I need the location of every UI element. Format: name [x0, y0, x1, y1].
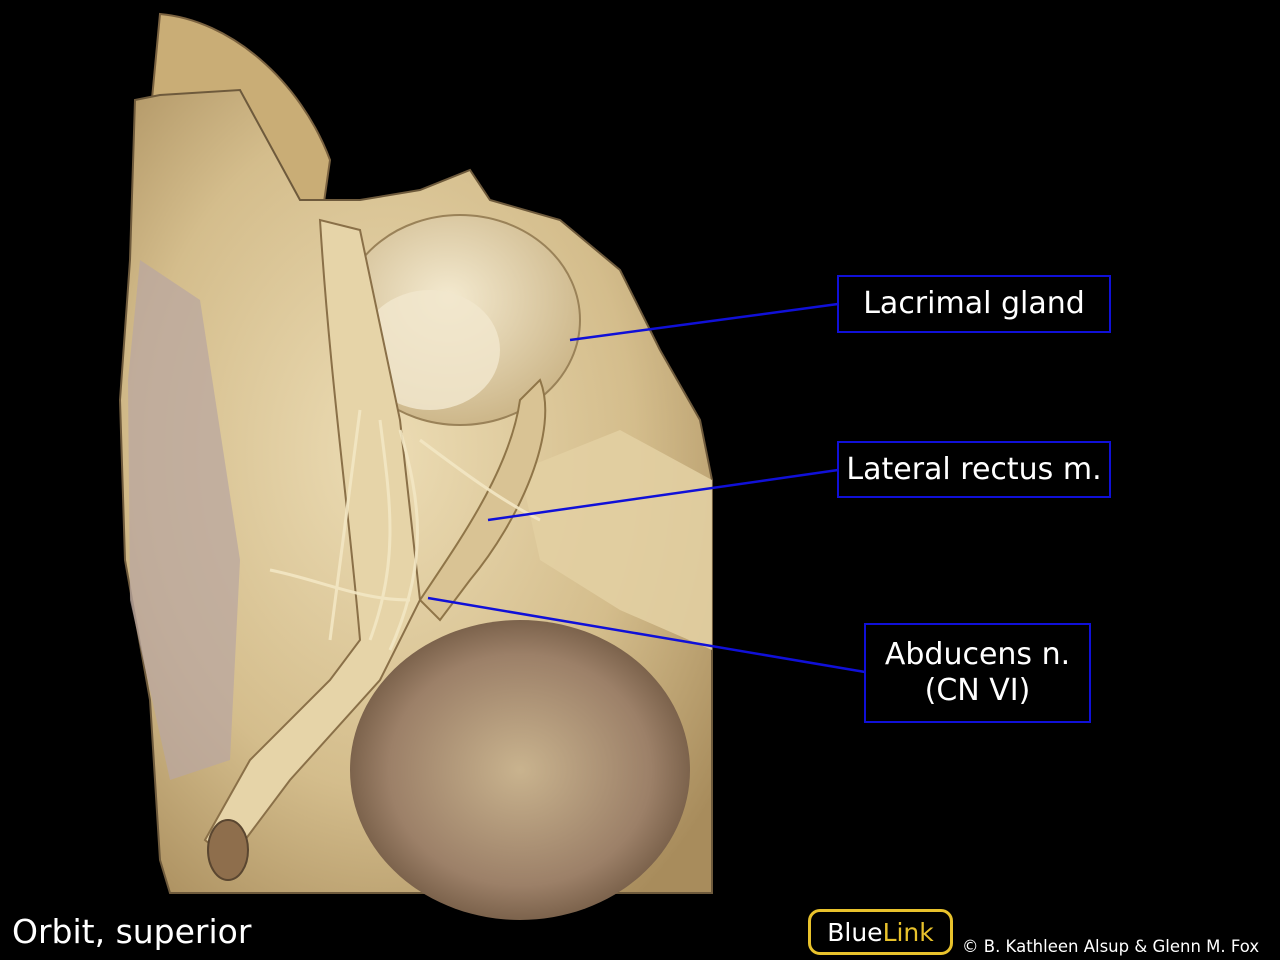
bluelink-logo-part2: Link: [882, 917, 934, 947]
label-lacrimal-gland: [837, 275, 1111, 333]
nerve-stump: [208, 820, 248, 880]
label-abducens-nerve: [864, 623, 1091, 723]
copyright-notice: © B. Kathleen Alsup & Glenn M. Fox: [962, 937, 1260, 956]
label-abducens-line2: (CN VI): [924, 673, 1031, 708]
bluelink-logo-part1: Blue: [827, 917, 883, 947]
bluelink-logo: [808, 909, 953, 955]
label-lateral-rectus: [837, 441, 1111, 498]
label-lateral-text: Lateral rectus m.: [846, 451, 1102, 487]
cranial-fossa: [350, 620, 690, 920]
label-lacrimal-text: Lacrimal gland: [863, 286, 1085, 321]
image-caption: Orbit, superior: [12, 912, 252, 951]
label-abducens-line1: Abducens n.: [884, 637, 1071, 672]
